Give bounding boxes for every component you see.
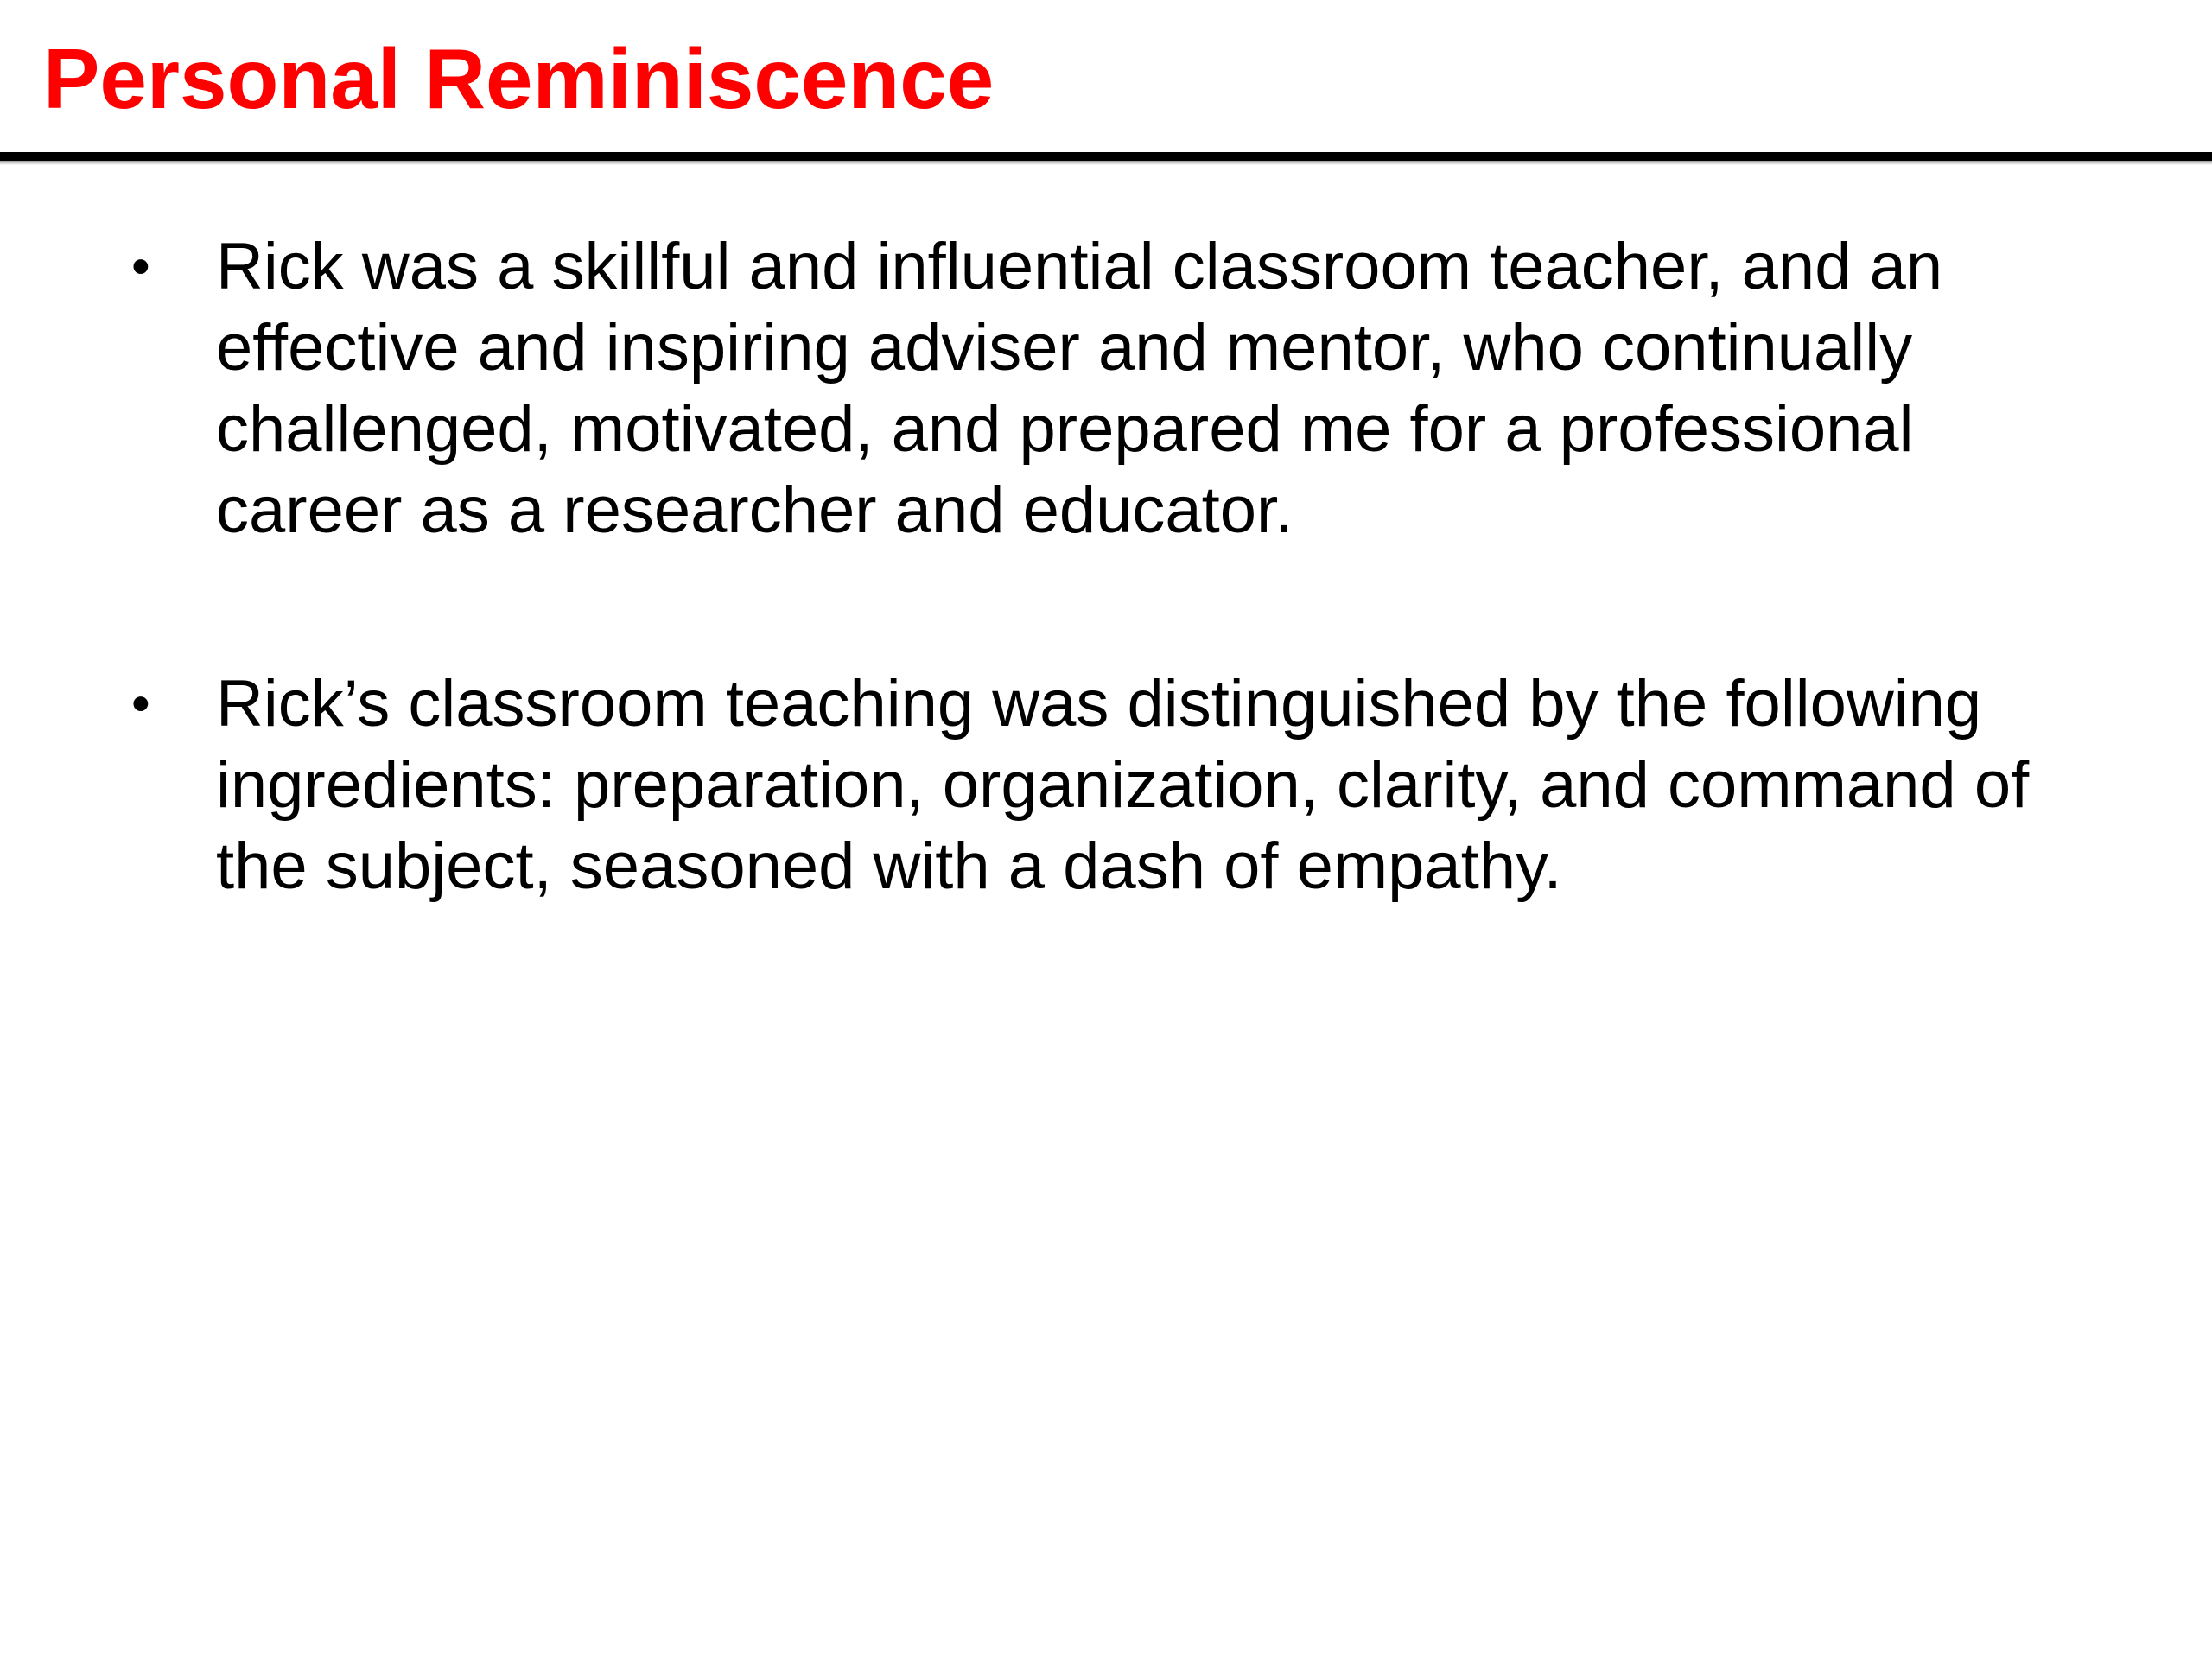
bullet-text: Rick’s classroom teaching was distinguished by the following ingredients: preparation, organization, clarity, and command of the subject, seasoned with a dash of empathy.: [216, 667, 2030, 903]
bullet-item: [0, 664, 2100, 907]
title-divider-shadow: [0, 161, 2212, 165]
bullet-dot-icon: •: [131, 237, 150, 296]
title-divider: [0, 152, 2212, 161]
bullet-list: [0, 226, 2212, 1020]
bullet-item: [0, 226, 2100, 551]
bullet-dot-icon: •: [131, 674, 150, 734]
bullet-text: Rick was a skillful and influential classroom teacher, and an effective and inspiring adviser and mentor, who continually challenged, motivated, and prepared me for a professional career as a researcher and educator.: [216, 230, 1943, 547]
slide-title: Personal Reminiscence: [43, 31, 995, 126]
